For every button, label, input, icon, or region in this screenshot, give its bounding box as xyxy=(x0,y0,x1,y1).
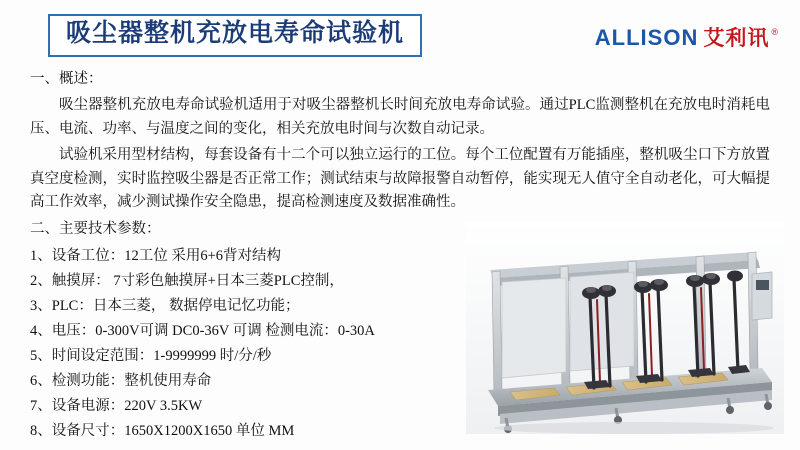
list-item: 3、PLC：日本三菱， 数据停电记忆功能； xyxy=(30,298,300,315)
equipment-photo xyxy=(466,222,784,434)
page-title: 吸尘器整机充放电寿命试验机 xyxy=(66,20,405,47)
equipment-photo-illustration xyxy=(466,222,784,434)
list-item: 4、电压：0-300V可调 DC0-36V 可调 检测电流：0-30A xyxy=(30,323,375,340)
overview-paragraph-2: 试验机采用型材结构，每套设备有十二个可以独立运行的工位。每个工位配置有万能插座，整机吸尘口下方放置真空度检测，实时监控吸尘器是否正常工作；测试结束与故障报警自动暂停，能实现无人值守全自动老化，可大幅提高工作效率，减少测试操作安全隐患，提高检测速度及数据准确性。 xyxy=(30,147,770,211)
slide-header xyxy=(0,0,800,62)
list-item: 5、时间设定范围：1-9999999 时/分/秒 xyxy=(30,348,272,365)
logo-english-text: ALLISON xyxy=(594,25,699,50)
list-item: 1、设备工位：12工位 采用6+6背对结构 xyxy=(30,248,282,265)
page-title-box xyxy=(48,14,422,57)
section-specs-heading: 二、主要技术参数： xyxy=(30,220,161,237)
list-item: 7、设备电源：220V 3.5KW xyxy=(30,397,203,414)
list-item: 6、检测功能：整机使用寿命 xyxy=(30,373,212,390)
list-item: 2、触摸屏： 7寸彩色触摸屏+日本三菱PLC控制， xyxy=(30,273,344,290)
section-overview-heading: 一、概述： xyxy=(30,71,103,87)
logo-chinese-text: 艾利讯 xyxy=(703,26,770,50)
registered-trademark-icon: ® xyxy=(771,27,778,37)
overview-paragraph-1: 吸尘器整机充放电寿命试验机适用于对吸尘器整机长时间充放电寿命试验。通过PLC监测整机在充放电时消耗电压、电流、功率、与温度之间的变化，相关充放电时间与次数自动记录。 xyxy=(30,97,770,137)
list-item: 8、设备尺寸：1650X1200X1650 单位 MM xyxy=(30,422,295,439)
company-logo xyxy=(595,22,778,52)
